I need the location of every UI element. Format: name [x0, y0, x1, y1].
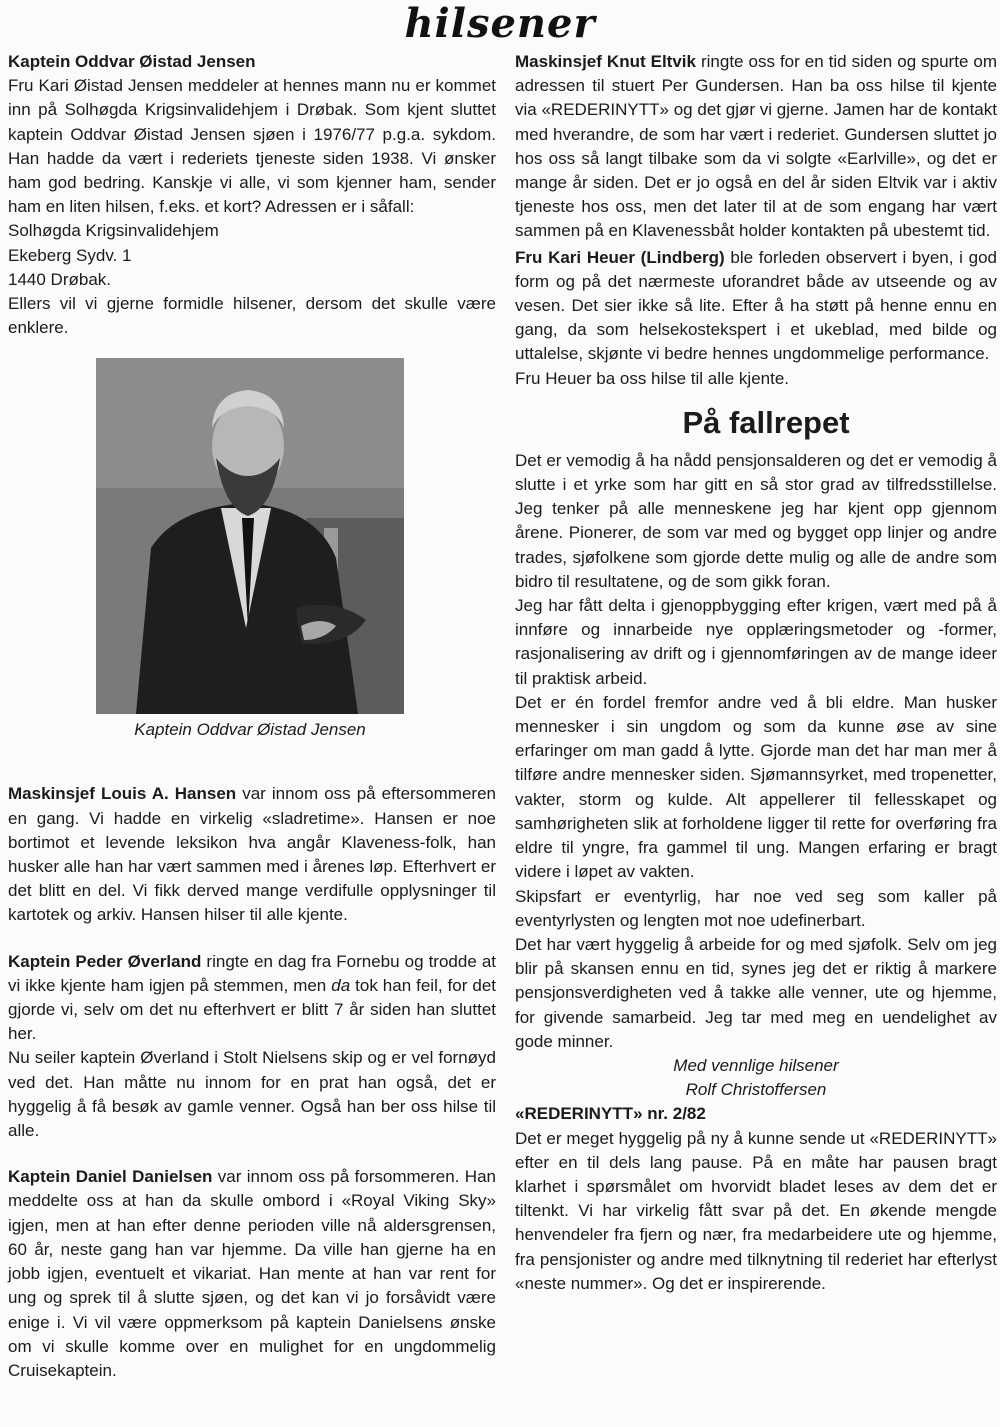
left-column: [8, 50, 496, 1383]
article-paragraph: Ellers vil vi gjerne formidle hilsener, dersom det skulle være enklere.: [8, 294, 496, 338]
photo-caption: Kaptein Oddvar Øistad Jensen: [134, 720, 366, 740]
article-paragraph: Det er meget hyggelig på ny å kunne sende ut «REDERINYTT» efter en til dels lang pause. På en måte har pausen bragt klarhet i spørsmålet om hvorvidt bladet leses av dem det er tiltenkt. Vi har virkelig fått svar på det. En økende mengde henvendeler fra fjern og nær, fra medarbeidere ute og hjemme, fra pensjonister og andre med tilknytning til rederiet har efterlyst «neste nummer». Og det er inspirerende.: [515, 1128, 997, 1293]
article-paragraph: Jeg har fått delta i gjenoppbygging efter krigen, vært med på å innføre og innarbeide nye opplæringsmetoder og -former, rasjonalisering av drift og i gjennomføringen av de mange ideer til praktisk arbeid.: [515, 596, 997, 688]
section-title: På fallrepet: [682, 404, 850, 440]
article-heading: «REDERINYTT» nr. 2/82: [515, 1104, 706, 1124]
signature-block: [515, 1054, 997, 1102]
article-paragraph: Det er én fordel fremfor andre ved å bli eldre. Man husker mennesker i sin ungdom og som da kunne øse av sine erfaringer om man gadd å lytte. Gjorde man det har man mer å tilføre andre mennesker siden. Sjømannsyrket, med tropenetter, vakter, storm og kulde. Alt appellerer til fellesskapet og samhørigheten slik at forholdene ligger til rette for overføring fra eldre til yngre, fra gammel til ung. Mangen erfaring er bragt videre i løpet av vakten.: [515, 692, 997, 882]
article-paragraph: Kaptein Peder Øverland ringte en dag fra Fornebu og trodde at vi ikke kjente ham igjen på stemmen, men da tok han feil, for det gjorde vi, selv om det nu efterhvert er blitt 7 år siden han sluttet her.: [8, 951, 496, 1044]
article-paragraph: Nu seiler kaptein Øverland i Stolt Nielsens skip og er vel fornøyd ved det. Han måtte nu innom for en prat han også, det er hyggelig å få besøk av gamle venner. Også han ber oss hilse til alle.: [8, 1048, 496, 1141]
address-line: 1440 Drøbak.: [8, 269, 111, 289]
signoff-line: Med vennlige hilsener: [673, 1055, 839, 1075]
signoff-name: Rolf Christoffersen: [685, 1080, 827, 1100]
right-column: [515, 50, 997, 1296]
address-line: Solhøgda Krigsinvalidehjem: [8, 221, 219, 241]
address-line: Ekeberg Sydv. 1: [8, 245, 132, 265]
article-paragraph: Fru Kari Heuer (Lindberg) ble forleden observert i byen, i god form og på det nærmeste uforandret både av utseende og av vesen. Det sier ikke så lite. Efter å ha støtt på henne ennu en gang, da som helsekostekspert i et ukeblad, med bilde og uttalelse, skjønte vi bedre hennes ungdommelige performance.: [515, 247, 997, 364]
page-title: hilsener: [404, 0, 596, 47]
portrait-figure: [96, 358, 404, 742]
article-heading: Kaptein Oddvar Øistad Jensen: [8, 52, 256, 71]
article-paragraph: Skipsfart er eventyrlig, har noe ved seg som kaller på eventyrlysten og lengten mot noe udefinerbart.: [515, 886, 997, 930]
article-paragraph: Maskinsjef Knut Eltvik ringte oss for en tid siden og spurte om adressen til stuert Per Gundersen. Han ba oss hilse til kjente via «REDERINYTT» og det gjør vi gjerne. Jamen har de kontakt med hverandre, de som har vært i rederiet. Gundersen sluttet jo hos oss så langt tilbake som da vi solgte «Earlville», og det er mange år siden. Det er jo også en del år siden Eltvik var i aktiv tjeneste hos oss, men det later til at de som engang har vært sammen på en Klavenessbåt holder kontakten på ubestemt tid.: [515, 52, 998, 241]
portrait-photo: [96, 358, 404, 714]
article-paragraph: Det er vemodig å ha nådd pensjonsalderen og det er vemodig å slutte i et yrke som har gitt en så stor grad av tilfredsstillelse. Jeg tenker på alle menneskene jeg har kjent opp gjennom årene. Pionerer, de som var med og bygget opp linjer og andre trades, sjøfolkene som gjorde dette mulig og alle de andre som bidro til resultatene, og de som gikk foran.: [515, 450, 997, 591]
article-paragraph: Fru Kari Øistad Jensen meddeler at hennes mann nu er kommet inn på Solhøgda Krigsinvalidehjem i Drøbak. Som kjent sluttet kaptein Oddvar Øistad Jensen sjøen i 1976/77 p.g.a. sykdom. Han hadde da vært i rederiets tjeneste siden 1938. Vi ønsker ham god bedring. Kanskje vi alle, vi som kjenner ham, sender ham en liten hilsen, f.eks. et kort? Adressen er i såfall:: [8, 76, 496, 217]
address-block: [8, 219, 496, 292]
article-paragraph: Fru Heuer ba oss hilse til alle kjente.: [515, 368, 790, 388]
article-paragraph: Kaptein Daniel Danielsen var innom oss på forsommeren. Han meddelte oss at han da skulle ombord i «Royal Viking Sky» igjen, men at han efter denne perioden ville nå aldersgrensen, 60 år, neste gang han var hjemme. Da ville han gjerne ha en jobb igjen, eventuelt et vikariat. Han mente at han var rent for ung og sprek til å slutte sjøen, og det kan vi jo forsåvidt være enige i. Vi vil være oppmerksom på kaptein Danielsens ønske om vi skulle komme over en mulighet for en ungdommelig Cruisekaptein.: [8, 1167, 496, 1380]
article-paragraph: Det har vært hyggelig å arbeide for og med sjøfolk. Selv om jeg blir på skansen ennu en tid, synes jeg det er riktig å markere pensjonsverdigheten ved å takke alle venner, ute og hjemme, for givende samarbeid. Jeg tar med meg en uendelighet av gode minner.: [515, 934, 997, 1051]
page-header: [0, 2, 1000, 48]
article-paragraph: Maskinsjef Louis A. Hansen var innom oss på eftersommeren en gang. Vi hadde en virkelig «sladretime». Hansen er noe bortimot et levende leksikon hva angår Klaveness-folk, han husker alle han har vært sammen med i årenes løp. Efterhvert er det blitt en del. Vi fikk derved mange verdifulle opplysninger til kartotek og arkiv. Hansen hilser til alle kjente.: [8, 784, 496, 925]
